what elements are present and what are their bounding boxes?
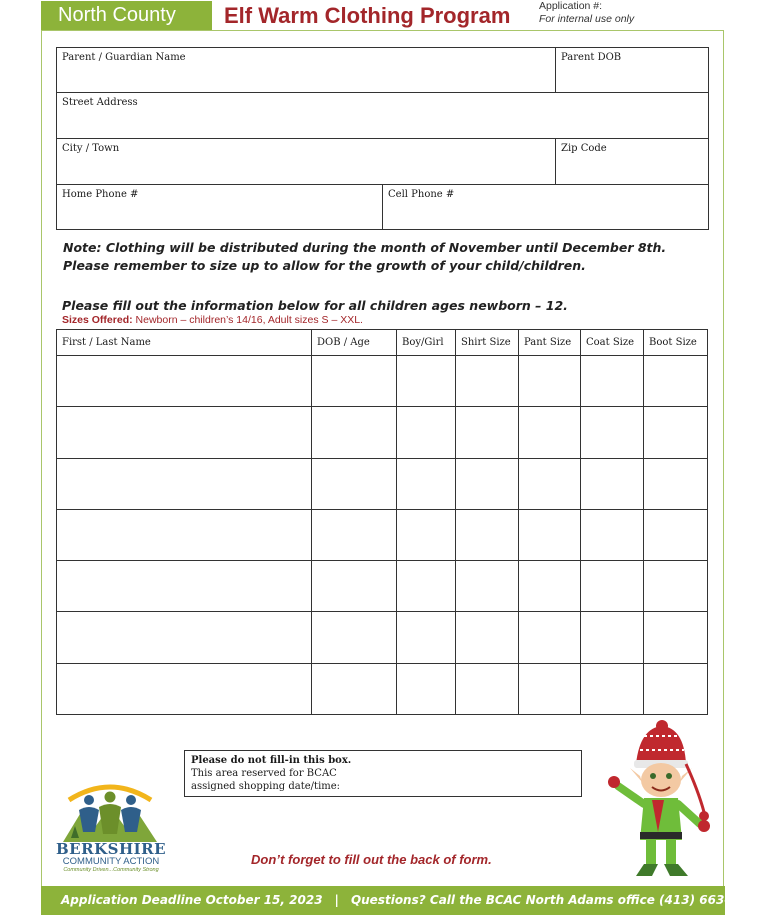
child-entry-cell[interactable] bbox=[312, 612, 397, 663]
child-entry-cell[interactable] bbox=[519, 509, 581, 560]
child-entry-cell[interactable] bbox=[456, 356, 519, 407]
logo-subname: COMMUNITY ACTION bbox=[62, 856, 160, 867]
street-address-field[interactable] bbox=[56, 92, 709, 139]
child-row bbox=[57, 561, 708, 612]
back-of-form-reminder: Don’t forget to fill out the back of form. bbox=[251, 852, 492, 867]
child-entry-cell[interactable] bbox=[57, 663, 312, 714]
reserved-box-line2: assigned shopping date/time: bbox=[191, 781, 341, 792]
child-entry-cell[interactable] bbox=[644, 458, 708, 509]
child-entry-cell[interactable] bbox=[57, 407, 312, 458]
col-boot-header: Boot Size bbox=[644, 330, 708, 356]
logo-name: BERKSHIRE bbox=[56, 840, 167, 858]
child-entry-cell[interactable] bbox=[581, 612, 644, 663]
application-deadline: Application Deadline October 15, 2023 bbox=[61, 893, 323, 907]
child-entry-cell[interactable] bbox=[312, 663, 397, 714]
child-entry-cell[interactable] bbox=[456, 458, 519, 509]
child-entry-cell[interactable] bbox=[644, 663, 708, 714]
sizes-offered-text: Newborn – children’s 14/16, Adult sizes S – XXL. bbox=[132, 314, 363, 326]
parent-dob-label: Parent DOB bbox=[561, 52, 622, 63]
child-entry-cell[interactable] bbox=[581, 407, 644, 458]
child-entry-cell[interactable] bbox=[57, 458, 312, 509]
col-coat-header: Coat Size bbox=[581, 330, 644, 356]
children-table-body bbox=[57, 356, 708, 715]
child-row bbox=[57, 509, 708, 560]
guardian-name-label: Parent / Guardian Name bbox=[62, 52, 186, 63]
reserved-box-line1: This area reserved for BCAC bbox=[191, 768, 337, 779]
child-entry-cell[interactable] bbox=[519, 561, 581, 612]
child-entry-cell[interactable] bbox=[581, 509, 644, 560]
col-dob-header: DOB / Age bbox=[312, 330, 397, 356]
col-shirt-header: Shirt Size bbox=[456, 330, 519, 356]
child-row bbox=[57, 663, 708, 714]
distribution-note: Note: Clothing will be distributed during the month of November until December 8th. Please remember to size up to allow for the growth of your child/children. bbox=[63, 240, 667, 273]
child-entry-cell[interactable] bbox=[519, 356, 581, 407]
cell-phone-label: Cell Phone # bbox=[388, 189, 455, 200]
child-entry-cell[interactable] bbox=[57, 356, 312, 407]
child-entry-cell[interactable] bbox=[57, 561, 312, 612]
footer-banner bbox=[41, 886, 764, 915]
child-row bbox=[57, 458, 708, 509]
child-entry-cell[interactable] bbox=[397, 561, 456, 612]
child-entry-cell[interactable] bbox=[397, 356, 456, 407]
child-entry-cell[interactable] bbox=[312, 509, 397, 560]
child-entry-cell[interactable] bbox=[397, 509, 456, 560]
child-entry-cell[interactable] bbox=[581, 458, 644, 509]
col-pant-header: Pant Size bbox=[519, 330, 581, 356]
child-entry-cell[interactable] bbox=[644, 407, 708, 458]
footer-separator: | bbox=[334, 893, 339, 907]
child-entry-cell[interactable] bbox=[456, 561, 519, 612]
child-entry-cell[interactable] bbox=[57, 612, 312, 663]
internal-use-note: For internal use only bbox=[539, 13, 635, 25]
children-table-header bbox=[57, 330, 708, 356]
zip-code-field[interactable] bbox=[555, 138, 709, 185]
child-entry-cell[interactable] bbox=[581, 356, 644, 407]
elf-illustration-icon bbox=[600, 720, 720, 882]
col-name-header: First / Last Name bbox=[57, 330, 312, 356]
child-entry-cell[interactable] bbox=[397, 458, 456, 509]
col-gender-header: Boy/Girl bbox=[397, 330, 456, 356]
home-phone-label: Home Phone # bbox=[62, 189, 139, 200]
child-row bbox=[57, 356, 708, 407]
child-entry-cell[interactable] bbox=[312, 458, 397, 509]
child-entry-cell[interactable] bbox=[57, 509, 312, 560]
child-entry-cell[interactable] bbox=[644, 509, 708, 560]
child-entry-cell[interactable] bbox=[456, 612, 519, 663]
zip-code-label: Zip Code bbox=[561, 143, 607, 154]
child-entry-cell[interactable] bbox=[397, 612, 456, 663]
child-entry-cell[interactable] bbox=[456, 407, 519, 458]
child-entry-cell[interactable] bbox=[519, 663, 581, 714]
reserved-box bbox=[184, 750, 582, 797]
child-row bbox=[57, 612, 708, 663]
home-phone-field[interactable] bbox=[56, 184, 383, 230]
child-entry-cell[interactable] bbox=[644, 612, 708, 663]
child-entry-cell[interactable] bbox=[312, 356, 397, 407]
child-entry-cell[interactable] bbox=[519, 407, 581, 458]
child-entry-cell[interactable] bbox=[312, 407, 397, 458]
child-entry-cell[interactable] bbox=[397, 407, 456, 458]
child-entry-cell[interactable] bbox=[581, 561, 644, 612]
children-table bbox=[56, 329, 708, 715]
sizes-offered-label: Sizes Offered: bbox=[62, 314, 133, 326]
child-entry-cell[interactable] bbox=[519, 458, 581, 509]
child-entry-cell[interactable] bbox=[397, 663, 456, 714]
child-entry-cell[interactable] bbox=[456, 509, 519, 560]
child-entry-cell[interactable] bbox=[456, 663, 519, 714]
child-entry-cell[interactable] bbox=[519, 612, 581, 663]
child-entry-cell[interactable] bbox=[644, 561, 708, 612]
child-entry-cell[interactable] bbox=[644, 356, 708, 407]
street-address-label: Street Address bbox=[62, 97, 138, 108]
cell-phone-field[interactable] bbox=[382, 184, 709, 230]
parent-dob-field[interactable] bbox=[555, 47, 709, 93]
children-instructions: Please fill out the information below for all children ages newborn – 12. bbox=[62, 298, 568, 313]
questions-contact: Questions? Call the BCAC North Adams office (413) 663–3014 bbox=[350, 893, 764, 907]
sizes-offered bbox=[62, 314, 363, 326]
child-entry-cell[interactable] bbox=[312, 561, 397, 612]
child-row bbox=[57, 407, 708, 458]
reserved-box-title: Please do not fill-in this box. bbox=[191, 755, 352, 766]
child-entry-cell[interactable] bbox=[581, 663, 644, 714]
county-banner: North County bbox=[41, 1, 212, 30]
logo-tagline: Community Driven...Community Strong bbox=[63, 867, 159, 873]
application-number-label: Application #: bbox=[539, 0, 603, 12]
form-title: Elf Warm Clothing Program bbox=[224, 3, 511, 28]
city-town-label: City / Town bbox=[62, 143, 120, 154]
guardian-name-field[interactable] bbox=[56, 47, 556, 93]
city-town-field[interactable] bbox=[56, 138, 556, 185]
